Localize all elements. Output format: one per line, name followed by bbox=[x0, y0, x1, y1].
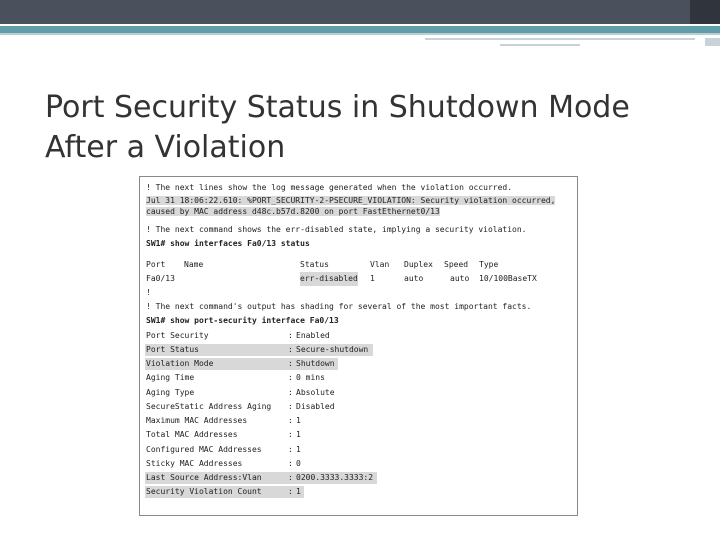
field-separator: : bbox=[288, 416, 293, 425]
field-value: Disabled bbox=[296, 401, 335, 411]
field-row bbox=[146, 428, 572, 442]
slide-top-bar-corner bbox=[690, 0, 720, 24]
field-separator: : bbox=[288, 473, 293, 482]
field-key: Sticky MAC Addresses bbox=[146, 458, 243, 468]
field-separator: : bbox=[288, 487, 293, 497]
field-value: Absolute bbox=[296, 387, 335, 397]
log-line bbox=[146, 195, 572, 206]
slide-top-bar bbox=[0, 0, 720, 24]
status-port: Fa0/13 bbox=[146, 273, 175, 283]
field-separator: : bbox=[288, 458, 293, 468]
field-row bbox=[146, 343, 572, 357]
field-row bbox=[146, 400, 572, 414]
log-line-text: caused by MAC address d48c.b57d.8200 on port FastEthernet0/13 bbox=[146, 207, 440, 217]
field-row bbox=[146, 443, 572, 457]
header-duplex: Duplex bbox=[404, 259, 433, 269]
decorative-stripe bbox=[500, 44, 580, 46]
header-type: Type bbox=[479, 259, 499, 269]
field-row bbox=[146, 414, 572, 428]
field-separator: : bbox=[288, 401, 293, 411]
comment-line: ! The next command's output has shading for several of the most important facts. bbox=[146, 302, 532, 312]
decorative-stripe bbox=[425, 38, 695, 40]
field-key: Port Security bbox=[146, 330, 209, 340]
field-value: 1 bbox=[296, 487, 301, 497]
field-row bbox=[146, 485, 572, 499]
field-key: Configured MAC Addresses bbox=[146, 444, 262, 454]
field-key: Aging Type bbox=[146, 387, 195, 397]
field-separator: : bbox=[288, 373, 293, 383]
field-separator: : bbox=[288, 444, 293, 454]
field-value: Enabled bbox=[296, 330, 330, 340]
command-line: SW1# show port-security interface Fa0/13 bbox=[146, 316, 339, 326]
field-key: Port Status bbox=[146, 344, 199, 354]
field-row bbox=[146, 457, 572, 471]
command-line: SW1# show interfaces Fa0/13 status bbox=[146, 239, 310, 249]
field-key: Last Source Address:Vlan bbox=[146, 473, 262, 482]
field-value: 1 bbox=[296, 444, 301, 454]
field-value: 1 bbox=[296, 416, 301, 425]
status-data-row bbox=[146, 272, 572, 286]
log-line bbox=[146, 206, 572, 217]
field-value: 0 mins bbox=[296, 373, 325, 383]
field-key: Aging Time bbox=[146, 373, 195, 383]
slide-title-line-2: After a Violation bbox=[45, 130, 286, 165]
field-value: Secure-shutdown bbox=[296, 344, 369, 354]
field-key: Security Violation Count bbox=[146, 487, 262, 497]
field-key: SecureStatic Address Aging bbox=[146, 401, 272, 411]
field-key: Violation Mode bbox=[146, 359, 214, 368]
status-header-row bbox=[146, 258, 572, 272]
field-value: 0200.3333.3333:2 bbox=[296, 473, 374, 482]
field-value: 0 bbox=[296, 458, 301, 468]
field-separator: : bbox=[288, 430, 293, 440]
status-duplex: auto bbox=[404, 273, 424, 283]
field-row bbox=[146, 371, 572, 385]
field-value: 1 bbox=[296, 430, 301, 440]
slide-title bbox=[45, 88, 705, 168]
field-separator: : bbox=[288, 330, 293, 340]
status-vlan: 1 bbox=[370, 273, 375, 283]
field-separator: : bbox=[288, 387, 293, 397]
field-row bbox=[146, 471, 572, 485]
field-key: Maximum MAC Addresses bbox=[146, 416, 248, 425]
header-name: Name bbox=[184, 259, 204, 269]
status-speed: auto bbox=[450, 273, 470, 283]
field-value: Shutdown bbox=[296, 359, 335, 368]
header-vlan: Vlan bbox=[370, 259, 390, 269]
header-port: Port bbox=[146, 259, 166, 269]
field-separator: : bbox=[288, 344, 293, 354]
header-status: Status bbox=[300, 259, 329, 269]
field-separator: : bbox=[288, 359, 293, 368]
comment-line: ! The next lines show the log message generated when the violation occurred. bbox=[146, 183, 513, 192]
decorative-stripe bbox=[705, 38, 720, 46]
decorative-stripe bbox=[0, 26, 720, 33]
port-security-fields bbox=[146, 329, 572, 500]
slide-title-line-1: Port Security Status in Shutdown Mode bbox=[45, 90, 630, 125]
field-key: Total MAC Addresses bbox=[146, 430, 238, 440]
terminal-output-image bbox=[139, 176, 578, 516]
field-row bbox=[146, 386, 572, 400]
decorative-stripe bbox=[0, 33, 720, 35]
field-row bbox=[146, 357, 572, 371]
log-line-text: Jul 31 18:06:22.610: %PORT_SECURITY-2-PSECURE_VIOLATION: Security violation occurred, bbox=[146, 196, 556, 206]
bang-line: ! bbox=[146, 287, 151, 297]
field-row bbox=[146, 329, 572, 343]
status-type: 10/100BaseTX bbox=[479, 273, 537, 283]
status-value: err-disabled bbox=[300, 272, 358, 286]
comment-line: ! The next command shows the err-disabled state, implying a security violation. bbox=[146, 225, 527, 235]
header-speed: Speed bbox=[444, 259, 469, 269]
